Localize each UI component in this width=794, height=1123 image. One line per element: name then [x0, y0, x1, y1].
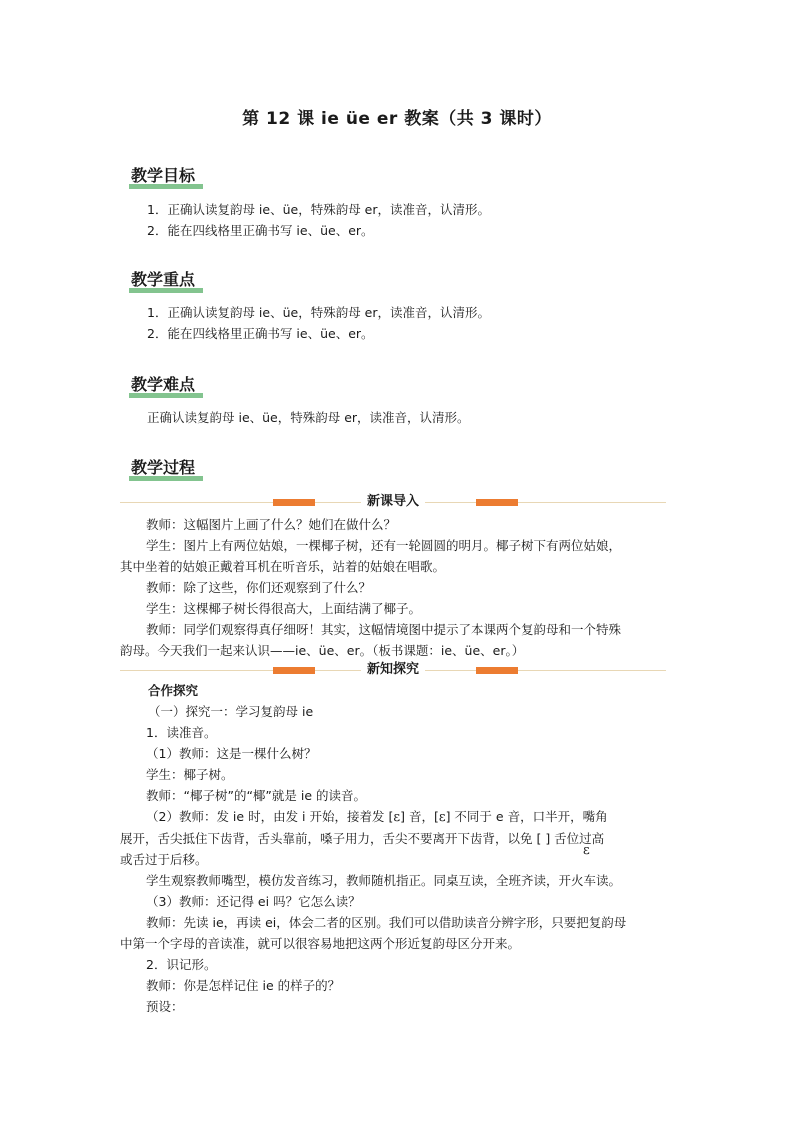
explore-line: 1．读准音。 — [146, 725, 217, 740]
intro-line: 其中坐着的姑娘正戴着耳机在听音乐，站着的姑娘在唱歌。 — [120, 559, 446, 574]
goal-item-2: 2．能在四线格里正确书写 ie、üe、er。 — [147, 223, 374, 238]
explore-line: （一）探究一：学习复韵母 ie — [148, 704, 314, 719]
subhead-intro — [120, 494, 666, 510]
goal-item-1: 1．正确认读复韵母 ie、üe，特殊韵母 er，读准音，认清形。 — [147, 202, 491, 217]
section-heading-key — [131, 267, 197, 292]
intro-dialogue — [120, 514, 680, 661]
explore-line — [120, 828, 680, 858]
section-heading-difficult — [131, 372, 197, 397]
document-title: 第 12 课 ie üe er 教案（共 3 课时） — [242, 109, 552, 129]
explore-text: ] 不同于 e 音，口半开，嘴角 — [445, 809, 608, 824]
explore-line: 学生：椰子树。 — [146, 767, 234, 782]
explore-line — [120, 806, 680, 828]
phonetic-symbol: ε — [393, 810, 401, 825]
intro-line: 教师：这幅图片上画了什么？她们在做什么？ — [146, 517, 397, 532]
section-heading-process — [131, 455, 197, 480]
explore-line: （3）教师：还记得 ei 吗？它怎么读？ — [146, 894, 361, 909]
explore-line: 教师：先读 ie，再读 ei，体会二者的区别。我们可以借助读音分辨字形，只要把复韵母 — [146, 915, 627, 930]
explore-line: 预设： — [146, 999, 184, 1014]
key-item-2: 2．能在四线格里正确书写 ie、üe、er。 — [147, 326, 374, 341]
phonetic-symbol: ε — [438, 810, 446, 825]
explore-line: 学生观察教师嘴型，模仿发音练习，教师随机指正。同桌互读，全班齐读，开火车读。 — [146, 873, 622, 888]
explore-line: 教师：你是怎样记住 ie 的样子的？ — [146, 978, 341, 993]
explore-line: （1）教师：这是一棵什么树？ — [146, 746, 317, 761]
difficult-text: 正确认读复韵母 ie、üe，特殊韵母 er，读准音，认清形。 — [147, 410, 470, 425]
section-heading-text: 教学目标 — [131, 166, 196, 185]
intro-line: 学生：这棵椰子树长得很高大，上面结满了椰子。 — [146, 601, 422, 616]
explore-line: 合作探究 — [148, 683, 199, 698]
explore-line: 或舌过于后移。 — [120, 852, 208, 867]
explore-body — [120, 680, 680, 1017]
subhead-label: 新知探究 — [120, 662, 666, 678]
section-heading-text: 教学重点 — [131, 270, 196, 289]
intro-line: 学生：图片上有两位姑娘，一棵椰子树，还有一轮圆圆的明月。椰子树下有两位姑娘， — [146, 538, 622, 553]
explore-line: 2．识记形。 — [146, 957, 217, 972]
intro-line: 教师：同学们观察得真仔细呀！其实，这幅情境图中提示了本课两个复韵母和一个特殊 — [146, 622, 622, 637]
intro-line: 教师：除了这些，你们还观察到了什么？ — [146, 580, 372, 595]
subhead-explore — [120, 662, 666, 678]
explore-line: 中第一个字母的音读准，就可以很容易地把这两个形近复韵母区分开来。 — [120, 936, 521, 951]
explore-line: 教师：“椰子树”的“椰”就是 ie 的读音。 — [146, 788, 367, 803]
section-heading-text: 教学过程 — [131, 458, 196, 477]
explore-text: （2）教师：发 ie 时，由发 i 开始，接着发 [ — [146, 809, 394, 824]
subhead-label: 新课导入 — [120, 494, 666, 510]
section-heading-goals — [131, 163, 197, 188]
key-item-1: 1．正确认读复韵母 ie、üe，特殊韵母 er，读准音，认清形。 — [147, 305, 491, 320]
explore-text: 展开，舌尖抵住下齿背，舌头靠前，嗓子用力，舌尖不要离开下齿背，以免 [ ] 舌位过高 — [120, 831, 605, 846]
phonetic-symbol: ε — [583, 843, 590, 858]
explore-text: ] 音，[ — [400, 809, 439, 824]
section-heading-text: 教学难点 — [131, 375, 196, 394]
intro-line: 韵母。今天我们一起来认识——ie、üe、er。（板书课题：ie、üe、er。） — [120, 643, 525, 658]
